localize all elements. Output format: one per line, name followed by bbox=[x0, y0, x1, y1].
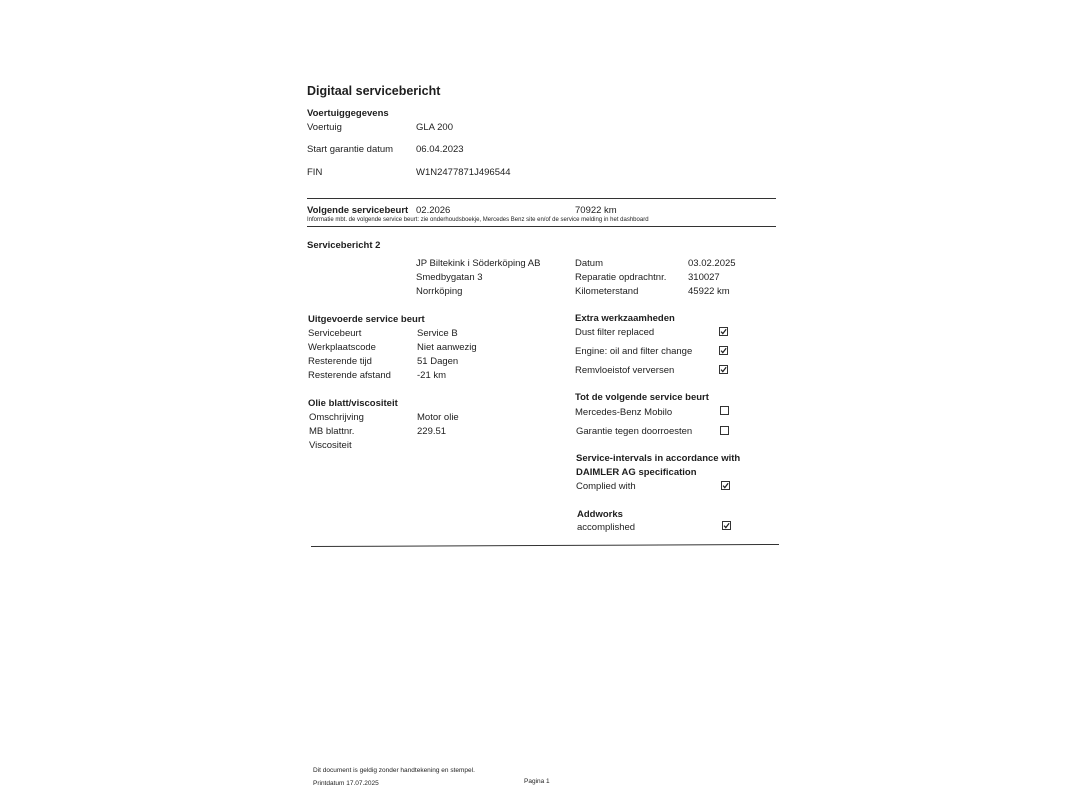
performed-heading: Uitgevoerde service beurt bbox=[308, 314, 425, 325]
workshop-code-value: Niet aanwezig bbox=[417, 342, 477, 353]
intervals-item-checkbox[interactable] bbox=[721, 481, 730, 490]
oil-spec-value: 229.51 bbox=[417, 426, 447, 437]
extra-item-label: Remvloeistof verversen bbox=[575, 365, 675, 376]
checkmark-icon bbox=[723, 522, 730, 529]
workshop-code-label: Werkplaatscode bbox=[308, 342, 376, 353]
remaining-distance-value: -21 km bbox=[417, 370, 447, 381]
extra-item-checkbox[interactable] bbox=[719, 346, 728, 355]
vehicle-label: Voertuig bbox=[307, 122, 342, 133]
vin-value: W1N2477871J496544 bbox=[416, 167, 511, 178]
service-type-value: Service B bbox=[417, 328, 458, 339]
oil-spec-label: MB blattnr. bbox=[309, 426, 355, 437]
remaining-time-label: Resterende tijd bbox=[308, 356, 372, 367]
divider bbox=[307, 198, 776, 199]
validity-note: Dit document is geldig zonder handtekening en stempel. bbox=[313, 767, 475, 774]
divider bbox=[311, 544, 779, 547]
warranty-start-value: 06.04.2023 bbox=[416, 144, 464, 155]
dealer-name: JP Biltekink i Söderköping AB bbox=[416, 258, 541, 269]
mileage-label: Kilometerstand bbox=[575, 286, 639, 297]
intervals-heading-line2: DAIMLER AG specification bbox=[576, 467, 697, 478]
addworks-heading: Addworks bbox=[577, 509, 623, 520]
checkmark-icon bbox=[720, 328, 727, 335]
until-next-heading: Tot de volgende service beurt bbox=[575, 392, 709, 403]
report-heading: Servicebericht 2 bbox=[307, 240, 381, 251]
next-service-note: Informatie mbt. de volgende service beurt: zie onderhoudsboekje, Mercedes Benz site en/of de service melding in het dashboard bbox=[307, 217, 649, 223]
date-label: Datum bbox=[575, 258, 603, 269]
extra-item-checkbox[interactable] bbox=[719, 365, 728, 374]
page-title: Digitaal servicebericht bbox=[307, 84, 441, 98]
remaining-time-value: 51 Dagen bbox=[417, 356, 459, 367]
vin-label: FIN bbox=[307, 167, 323, 178]
addworks-item-label: accomplished bbox=[577, 522, 636, 533]
oil-description-value: Motor olie bbox=[417, 412, 459, 423]
next-service-label: Volgende servicebeurt bbox=[307, 205, 409, 216]
until-next-item-checkbox[interactable] bbox=[720, 406, 729, 415]
warranty-start-label: Start garantie datum bbox=[307, 144, 394, 155]
mileage-value: 45922 km bbox=[688, 286, 730, 297]
vehicle-heading: Voertuiggegevens bbox=[307, 108, 389, 119]
next-service-km: 70922 km bbox=[575, 205, 617, 216]
checkmark-icon bbox=[720, 366, 727, 373]
intervals-heading-line1: Service-intervals in accordance with bbox=[576, 453, 741, 464]
page-number: Pagina 1 bbox=[524, 778, 550, 785]
print-date: Printdatum 17.07.2025 bbox=[313, 780, 379, 787]
intervals-item-label: Complied with bbox=[576, 481, 636, 492]
extra-item-label: Engine: oil and filter change bbox=[575, 346, 693, 357]
service-type-label: Servicebeurt bbox=[308, 328, 362, 339]
addworks-item-checkbox[interactable] bbox=[722, 521, 731, 530]
date-value: 03.02.2025 bbox=[688, 258, 736, 269]
viscosity-label: Viscositeit bbox=[309, 440, 352, 451]
oil-heading: Olie blatt/viscositeit bbox=[308, 398, 398, 409]
divider bbox=[307, 226, 776, 227]
extra-work-heading: Extra werkzaamheden bbox=[575, 313, 675, 324]
dealer-city: Norrköping bbox=[416, 286, 463, 297]
checkmark-icon bbox=[720, 347, 727, 354]
extra-item-label: Dust filter replaced bbox=[575, 327, 655, 338]
checkmark-icon bbox=[722, 482, 729, 489]
extra-item-checkbox[interactable] bbox=[719, 327, 728, 336]
until-next-item-label: Garantie tegen doorroesten bbox=[576, 426, 693, 437]
next-service-date: 02.2026 bbox=[416, 205, 451, 216]
vehicle-value: GLA 200 bbox=[416, 122, 453, 133]
remaining-distance-label: Resterende afstand bbox=[308, 370, 391, 381]
order-number-value: 310027 bbox=[688, 272, 720, 283]
dealer-street: Smedbygatan 3 bbox=[416, 272, 483, 283]
order-number-label: Reparatie opdrachtnr. bbox=[575, 272, 667, 283]
until-next-item-checkbox[interactable] bbox=[720, 426, 729, 435]
until-next-item-label: Mercedes-Benz Mobilo bbox=[575, 407, 673, 418]
oil-description-label: Omschrijving bbox=[309, 412, 364, 423]
